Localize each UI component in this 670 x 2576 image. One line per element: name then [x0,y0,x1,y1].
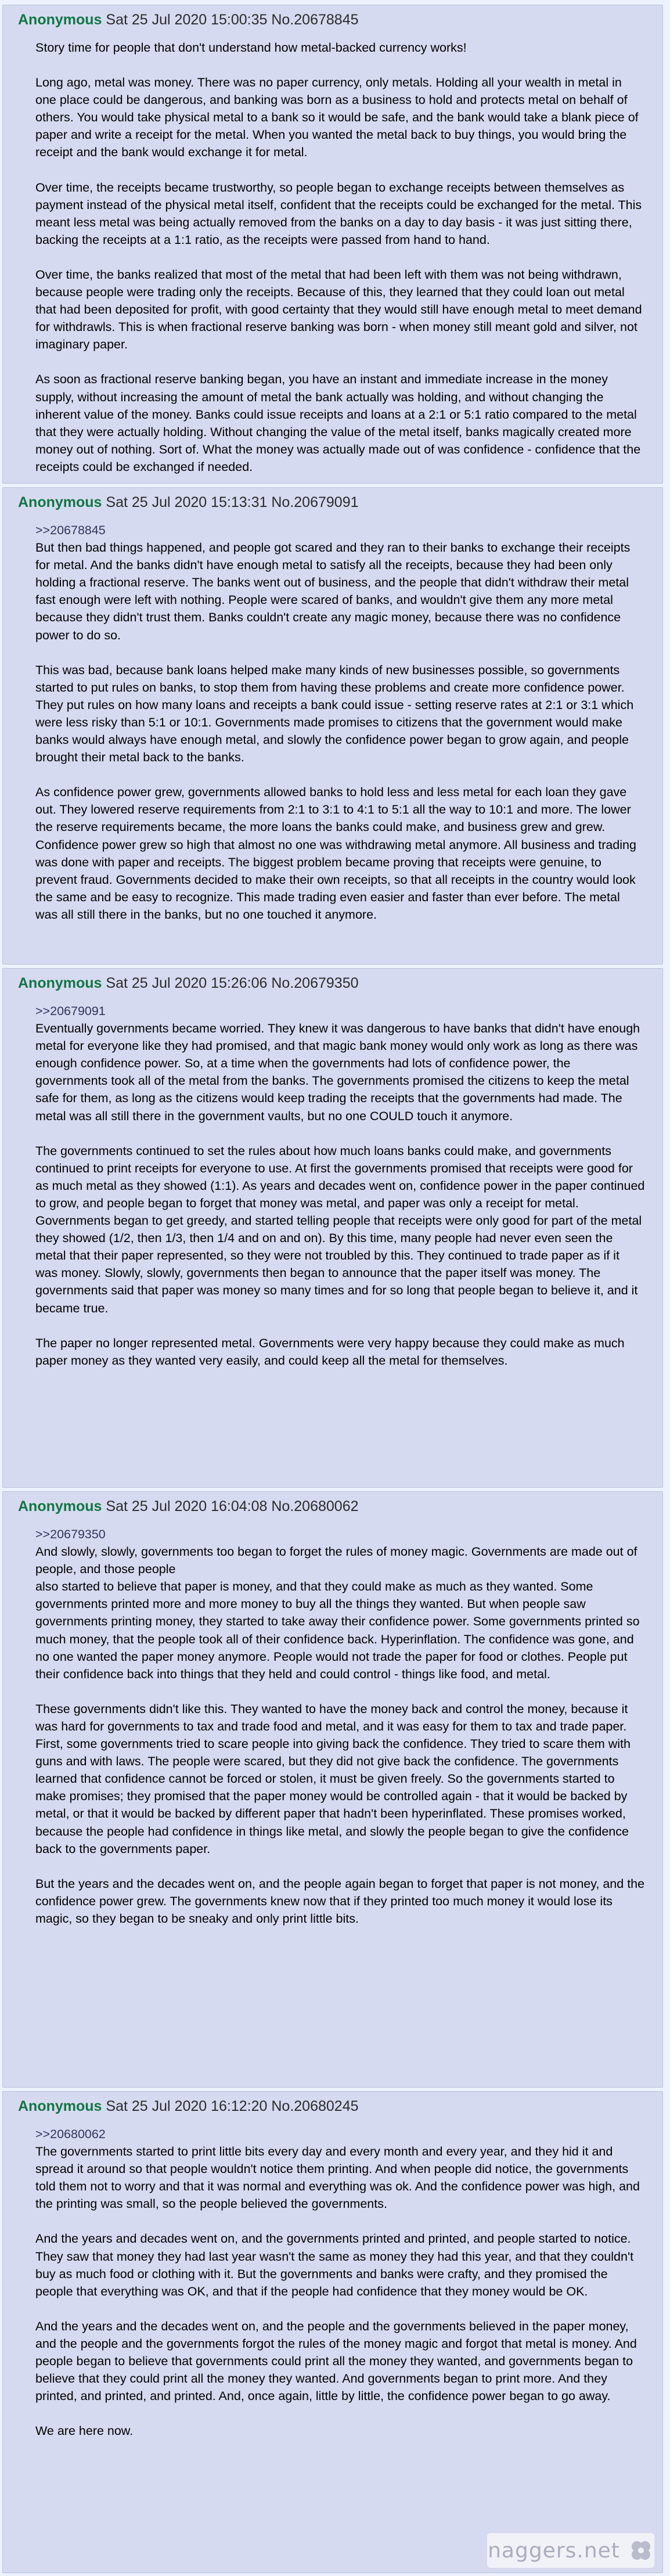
post-message [35,1526,645,1927]
post-number-link[interactable]: No.20680245 [271,2098,359,2114]
post-paragraph: The paper no longer represented metal. Governments were very happy because they could make as much paper money as they wanted very easily, and could keep all the metal for themselves. [35,1336,625,1368]
poster-name: Anonymous [18,12,102,28]
poster-name: Anonymous [18,975,102,991]
post-info [18,974,662,992]
quote-link[interactable]: >>20679350 [35,1527,106,1541]
post-info [18,2098,662,2115]
post-paragraph: We are here now. [35,2424,134,2438]
post-date: Sat 25 Jul 2020 15:26:06 [106,975,268,991]
post [2,5,663,484]
post-message [35,521,645,923]
post [2,487,663,965]
post-message [35,2125,645,2440]
site-watermark [487,2533,654,2568]
post [2,968,663,1488]
post-info [18,1498,662,1515]
post-paragraph: As soon as fractional reserve banking began, you have an instant and immediate increase in the money supply, without increasing the amount of metal the bank actually was holding, and without changing the inherent value of the money. Banks could issue receipts and loans at a 2:1 or 5:1 ratio compared to the metal that they were actually holding. Without changing the value of the metal itself, banks magically created more money out of nothing. Sort of. What the money was actually made out of was confidence - confidence that the receipts could be exchanged if needed. [35,372,641,474]
post-paragraph: This was bad, because bank loans helped make many kinds of new businesses possible, so governments started to put rules on banks, to stop them from having these problems and create more confidence power. They put rules on how many loans and receipts a bank could issue - setting reserve rates at 2:1 or 3:1 which were less risky than 5:1 or 10:1. Governments made promises to citizens that the government would make banks would always have enough metal, and slowly the confidence power began to grow again, and people brought their metal back to the banks. [35,663,634,765]
post-paragraph: The governments started to print little bits every day and every month and every year, and they hid it and spread it around so that people wouldn't notice them printing. And when people did notice, the governments told them not to worry and that it was normal and everything was ok. And the confidence power was high, and the printing was small, so the people believed the governments. [35,2145,640,2211]
poster-name: Anonymous [18,1498,102,1514]
post-date: Sat 25 Jul 2020 15:13:31 [106,494,268,510]
post [2,2091,663,2573]
post-message [35,1002,645,1369]
post-paragraph: Story time for people that don't understand how metal-backed currency works! [35,41,467,55]
post-paragraph: Over time, the banks realized that most of the metal that had been left with them was not being withdrawn, because people were trading only the receipts. Because of this, they learned that they could loan out metal that had been deposited for profit, with good certainty that they would still have enough metal to meet demand for withdrawls. This is when fractional reserve banking was born - when money still meant gold and silver, not imaginary paper. [35,267,642,352]
post-paragraph: Long ago, metal was money. There was no paper currency, only metals. Holding all your wealth in metal in one place could be dangerous, and banking was born as a business to hold and protects metal on behalf of others. You would take physical metal to a bank so it would be safe, and the bank would take a blank piece of paper and write a receipt for the metal. When you wanted the metal back to buy things, you would bring the receipt and the bank would exchange it for metal. [35,75,639,160]
clover-icon [628,2538,654,2563]
post-number-link[interactable]: No.20679091 [271,494,359,510]
post-paragraph: These governments didn't like this. They wanted to have the money back and control the money, because it was hard for governments to tax and trade food and metal, and it was easy for them to tax and trade paper. First, some governments tried to scare people into giving back the confidence. They tried to scare them with guns and with laws. The people were scared, but they did not give back the confidence. The governments learned that confidence cannot be forced or stolen, it must be given freely. So the governments started to make promises; they promised that the paper money would be controlled again - that it would be backed by metal, or that it would be backed by different paper that hadn't been hyperinflated. These promises worked, because the people had confidence in things like metal, and slowly the people began to give the confidence back to the governments paper. [35,1701,631,1856]
post-date: Sat 25 Jul 2020 15:00:35 [106,12,268,28]
poster-name: Anonymous [18,2098,102,2114]
post-message [35,39,645,476]
post-paragraph: Over time, the receipts became trustworthy, so people began to exchange receipts between themselves as payment instead of the physical metal itself, confident that the receipts could be exchanged for the metal. This meant less metal was being actually removed from the banks on a day to day basis - it was just sitting there, backing the receipts at a 1:1 ratio, as the receipts were passed from hand to hand. [35,180,642,247]
post-paragraph: And slowly, slowly, governments too began to forget the rules of money magic. Governments are made out of people, and those people also started to believe that paper is money, and that they could make as much as they wanted. Some governments printed more and more money to buy all the things they wanted. But when people saw governments printing money, they started to take away their confidence power. Some governments printed so much money, that the people took all of their confidence back. Hyperinflation. The confidence was gone, and no one wanted the paper money anymore. People would not trade the paper for food or clothes. People put their confidence back into things that they held and could control - things like food, and metal. [35,1545,640,1681]
post-number-link[interactable]: No.20680062 [271,1498,359,1514]
post [2,1491,663,2088]
post-date: Sat 25 Jul 2020 16:12:20 [106,2098,268,2114]
post-paragraph: As confidence power grew, governments allowed banks to hold less and less metal for each loan they gave out. They lowered reserve requirements from 2:1 to 3:1 to 4:1 to 5:1 all the way to 10:1 and more. The lower the reserve requirements became, the more loans the banks could make, and business grew and grew. Confidence power grew so high that almost no one was withdrawing metal anymore. All business and trading was done with paper and receipts. The biggest problem became proving that receipts were genuine, to prevent fraud. Governments decided to make their own receipts, so that all receipts in the country would look the same and be easy to recognize. This made trading even easier and faster than ever before. The metal was all still there in the banks, but no one touched it anymore. [35,785,636,922]
post-paragraph: The governments continued to set the rules about how much loans banks could make, and governments continued to print receipts for everyone to use. At first the governments promised that receipts were good for as much metal as they showed (1:1). As years and decades went on, confidence power in the paper continued to grow, and people began to forget that money was metal, and paper was only a receipt for metal. Governments began to get greedy, and started telling people that receipts were only good for part of the metal they showed (1/2, then 1/3, then 1/4 and on and on). By this time, many people had never even seen the metal that their paper represented, so they were not troubled by this. They continued to trade paper as if it was money. Slowly, slowly, governments then began to announce that the paper itself was money. The governments said that paper was money so many times and for so long that people began to believe it, and it became true. [35,1143,645,1315]
quote-link[interactable]: >>20679091 [35,1004,106,1018]
post-info [18,11,662,28]
post-number-link[interactable]: No.20678845 [271,12,359,28]
poster-name: Anonymous [18,494,102,510]
post-paragraph: But the years and the decades went on, and the people again began to forget that paper is not money, and the confidence power grew. The governments knew now that if they printed too much money it would lose its magic, so they began to be sneaky and only print little bits. [35,1876,645,1926]
post-paragraph: And the years and the decades went on, and the people and the governments believed in the paper money, and the people and the governments forgot the rules of the money magic and forgot that metal is money. And people began to believe that governments could print all the money they wanted, and governments began to believe that they could print all the money they wanted. And governments began to print more. And they printed, and printed, and printed. And, once again, little by little, the confidence power began to go away. [35,2319,637,2404]
post-paragraph: But then bad things happened, and people got scared and they ran to their banks to exchange their receipts for metal. And the banks didn't have enough metal to satisfy all the receipts, because they had been only holding a fractional reserve. The banks went out of business, and the people that didn't withdraw their metal fast enough were left with nothing. People were scared of banks, and wouldn't give them any more metal because they didn't trust them. Banks couldn't create any magic money, because there was no confidence power to do so. [35,541,631,642]
watermark-text: naggers.net [488,2538,620,2563]
post-number-link[interactable]: No.20679350 [271,975,359,991]
post-date: Sat 25 Jul 2020 16:04:08 [106,1498,268,1514]
quote-link[interactable]: >>20680062 [35,2127,106,2141]
quote-link[interactable]: >>20678845 [35,523,106,537]
post-paragraph: And the years and decades went on, and the governments printed and printed, and people started to notice. They saw that money they had last year wasn't the same as money they had this year, and that they couldn't buy as much food or clothing with it. But the governments and banks were crafty, and they promised the people that everything was OK, and that if the people had confidence that they money would be OK. [35,2232,634,2298]
post-paragraph: Eventually governments became worried. They knew it was dangerous to have banks that didn't have enough metal for everyone like they had promised, and that magic bank money would only work as long as there was enough confidence power. So, at a time when the governments had lots of confidence power, the governments took all of the metal from the banks. The governments promised the citizens to keep the metal safe for them, as long as the citizens would keep trading the receipts that the governments had made. The metal was all still there in the government vaults, but no one COULD touch it anymore. [35,1021,640,1123]
post-info [18,494,662,511]
